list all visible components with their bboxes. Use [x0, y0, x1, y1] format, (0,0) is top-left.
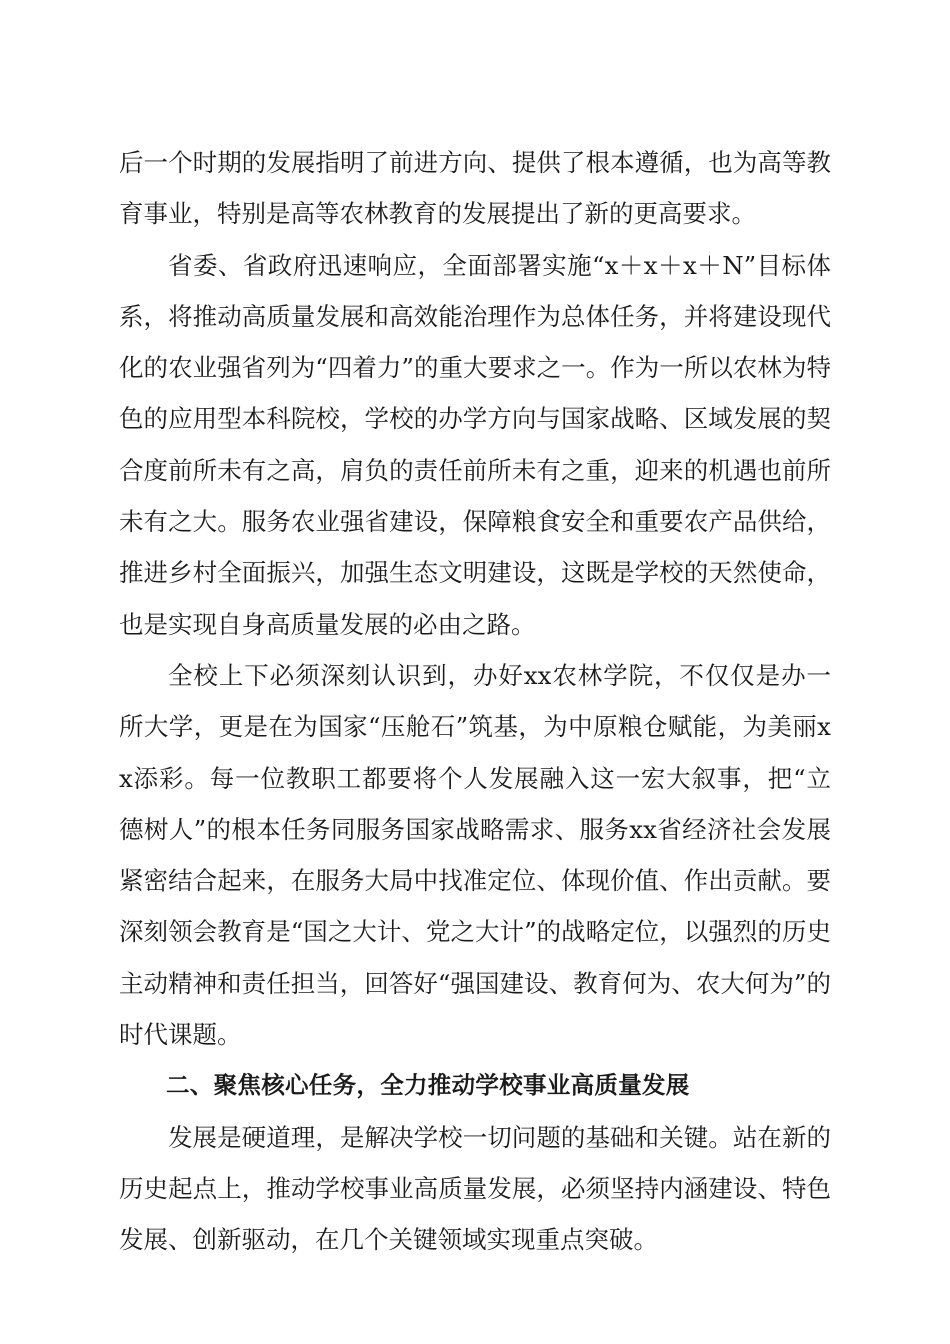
- paragraph-development: 发展是硬道理，是解决学校一切问题的基础和关键。站在新的历史起点上，推动学校事业高质量发展，必须坚持内涵建设、特色发展、创新驱动，在几个关键领域实现重点突破。: [119, 1122, 831, 1255]
- section-heading: 二、聚焦核心任务，全力推动学校事业高质量发展: [166, 1071, 690, 1100]
- document-body: [119, 137, 831, 1266]
- paragraph-provincial-response: 省委、省政府迅速响应，全面部署实施“x＋x＋x＋N”目标体系，将推动高质量发展和高效能治理作为总体任务，并将建设现代化的农业强省列为“四着力”的重大要求之一。作为一所以农林为特色的应用型本科院校，学校的办学方向与国家战略、区域发展的契合度前所未有之高，肩负的责任前所未有之重，迎来的机遇也前所未有之大。服务农业强省建设，保障粮食安全和重要农产品供给，推进乡村全面振兴，加强生态文明建设，这既是学校的天然使命，也是实现自身高质量发展的必由之路。: [119, 250, 831, 639]
- paragraph-school-mission: 全校上下必须深刻认识到，办好xx农林学院，不仅仅是办一所大学，更是在为国家“压舱石”筑基，为中原粮仓赋能，为美丽xx添彩。每一位教职工都要将个人发展融入这一宏大叙事，把“立德树人”的根本任务同服务国家战略需求、服务xx省经济社会发展紧密结合起来，在服务大局中找准定位、体现价值、作出贡献。要深刻领会教育是“国之大计、党之大计”的战略定位，以强烈的历史主动精神和责任担当，回答好“强国建设、教育何为、农大何为”的时代课题。: [119, 660, 831, 1050]
- paragraph-continuation: 后一个时期的发展指明了前进方向、提供了根本遵循，也为高等教育事业，特别是高等农林教育的发展提出了新的更高要求。: [119, 148, 831, 229]
